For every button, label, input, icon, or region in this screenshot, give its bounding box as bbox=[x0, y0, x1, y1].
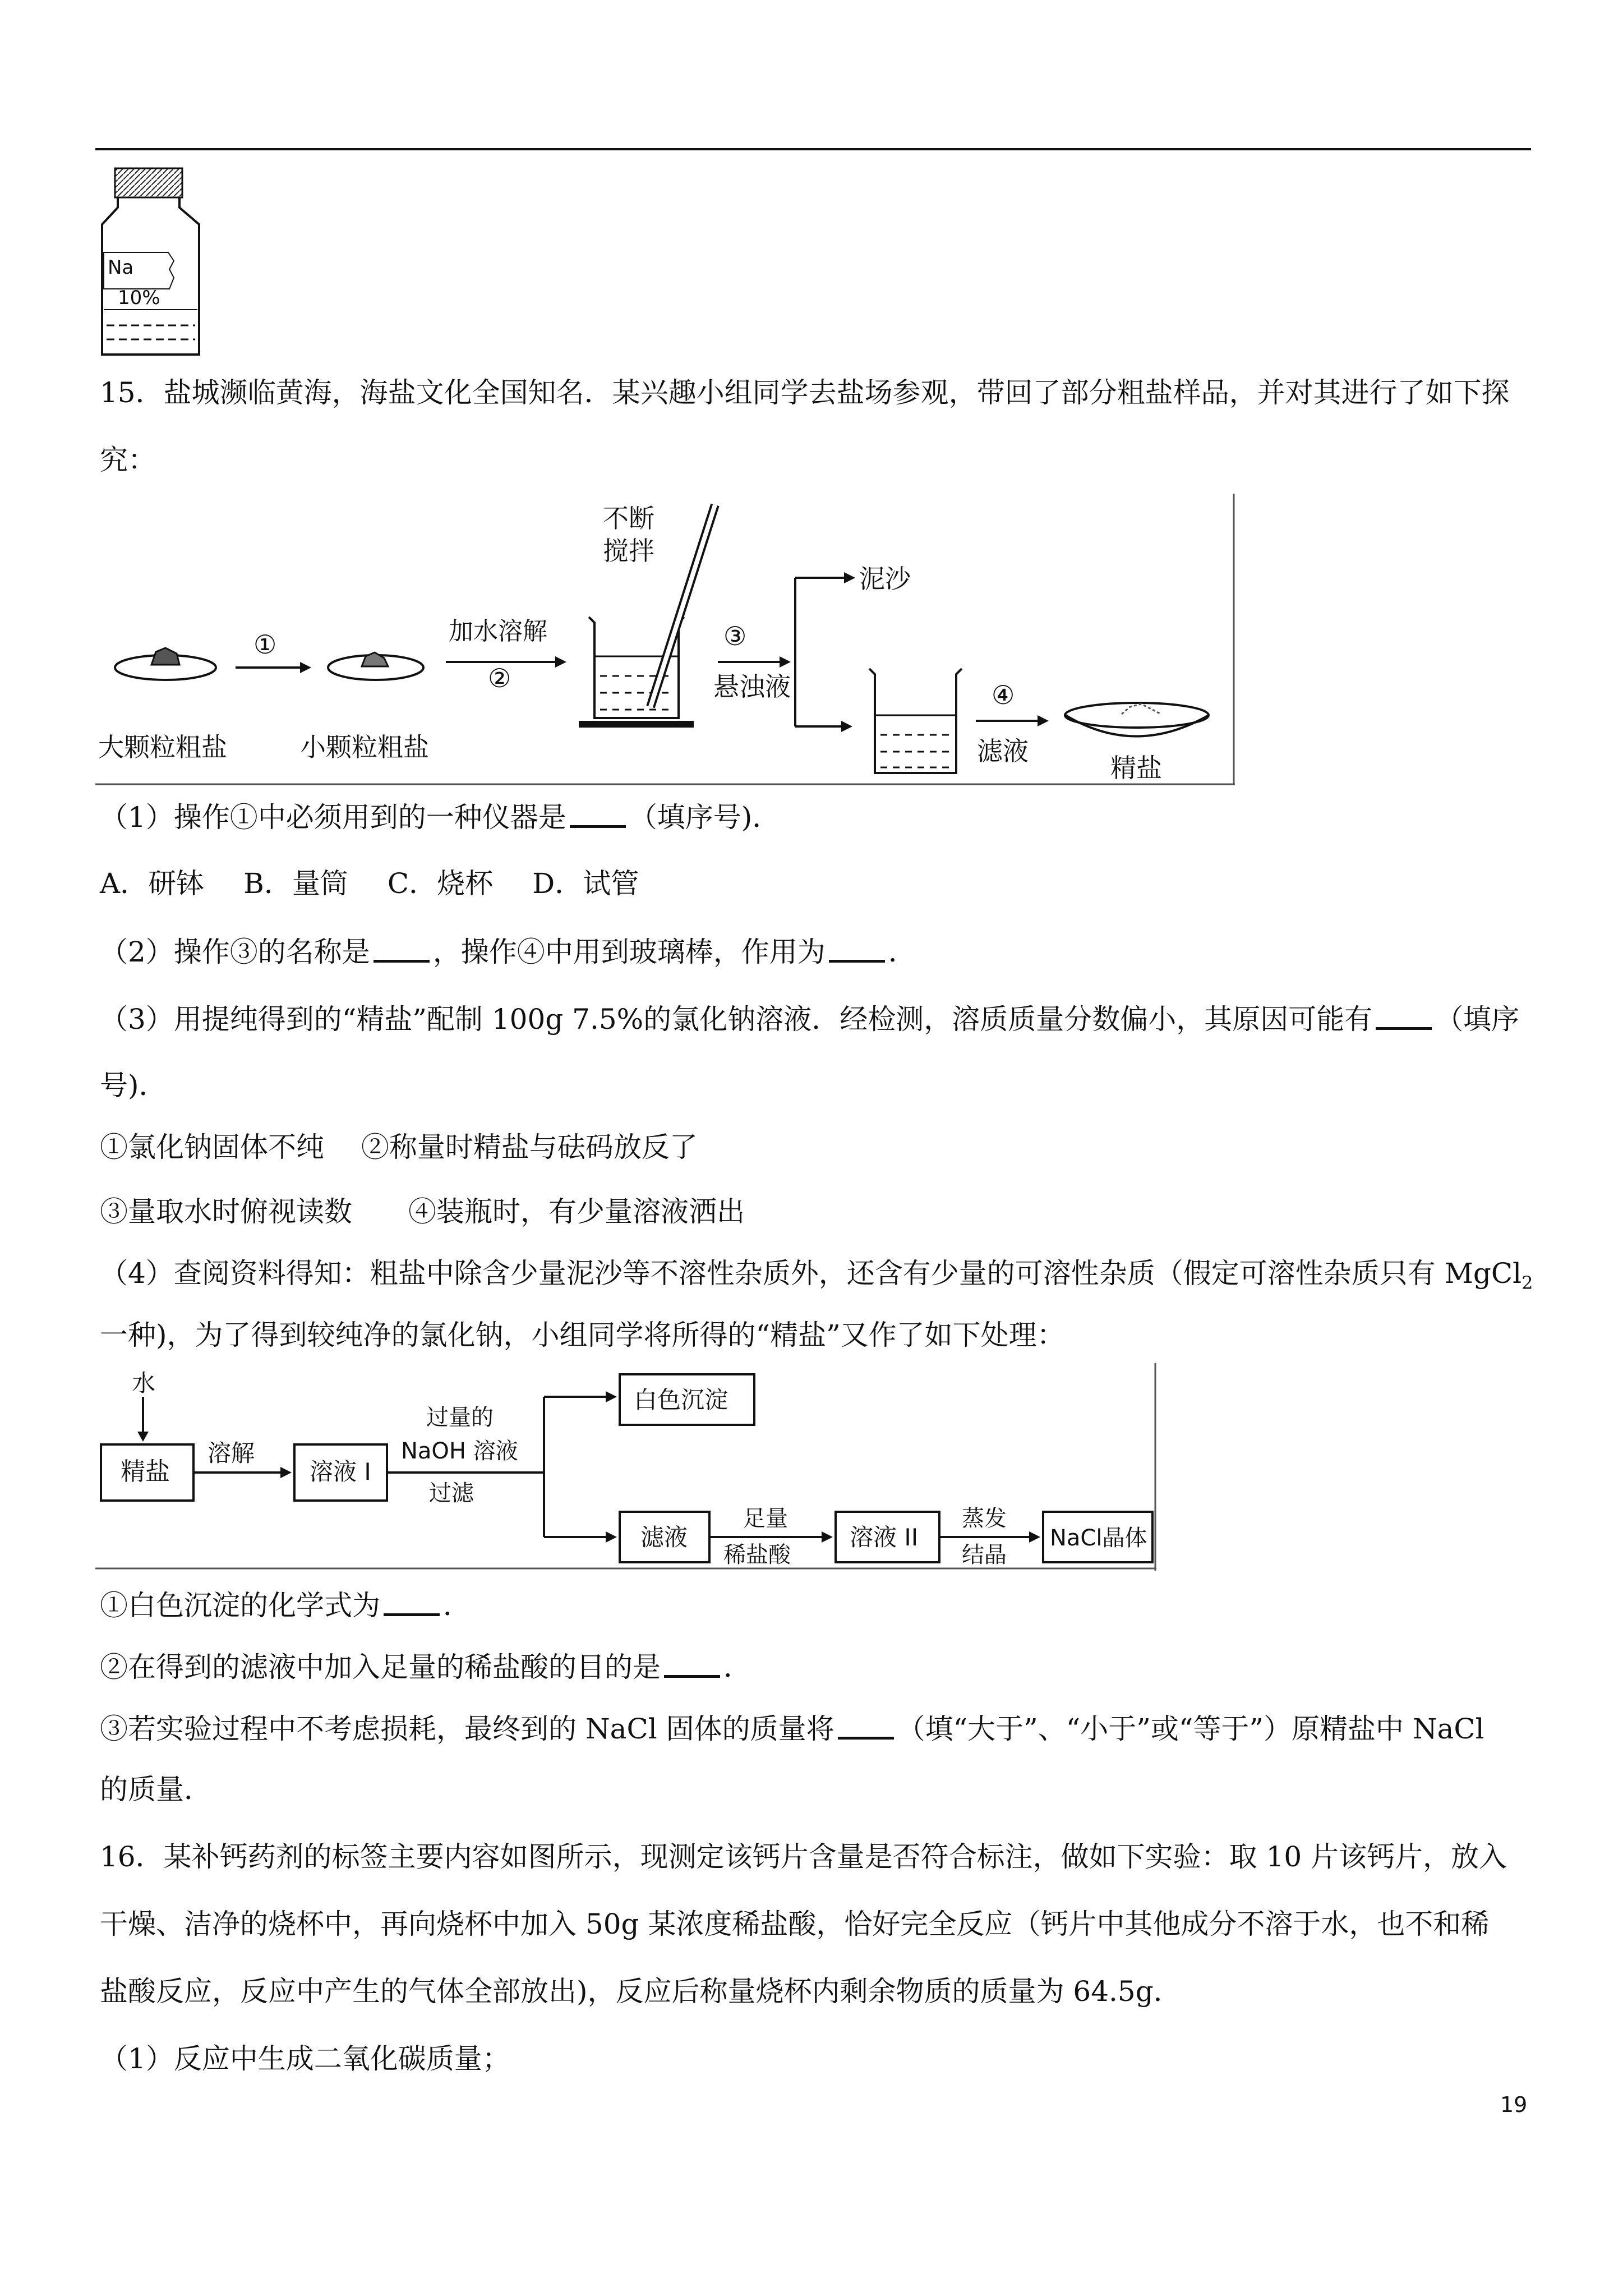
answer-blank-6[interactable] bbox=[664, 1649, 720, 1678]
suspension-label: 悬浊液 bbox=[713, 671, 791, 702]
q15-part4: （4）查阅资料得知：粗盐中除含少量泥沙等不溶性杂质外，还含有少量的可溶性杂质（假定可溶性杂质只有 MgCl$_2$ bbox=[100, 1257, 1533, 1294]
answer-blank-4[interactable] bbox=[1376, 1001, 1432, 1030]
big-salt-label: 大颗粒粗盐 bbox=[98, 732, 227, 762]
water-label: 水 bbox=[132, 1369, 156, 1397]
q15-part3-cont: 号)． bbox=[100, 1069, 167, 1102]
evaporating-dish bbox=[1066, 715, 1209, 737]
q16-line4: （1）反应中生成二氧化碳质量； bbox=[100, 2042, 510, 2075]
q15-sub1: ①白色沉淀的化学式为 ． bbox=[100, 1588, 471, 1622]
stir-text-2: 搅拌 bbox=[603, 536, 654, 566]
header-rule bbox=[95, 148, 1531, 150]
dissolve-label: 溶解 bbox=[208, 1439, 255, 1467]
bottle-label: Na bbox=[108, 256, 134, 279]
large-salt-lump bbox=[151, 648, 179, 665]
q15-part3: （3）用提纯得到的“精盐”配制 100g 7.5%的氯化钠溶液．经检测，溶质质量分数偏小，其原因可能有 （填序 bbox=[100, 1001, 1519, 1036]
box-fine-salt-label: 精盐 bbox=[121, 1457, 170, 1486]
evap-label: 蒸发 bbox=[962, 1506, 1007, 1531]
q15-reasons-1: ①氯化钠固体不纯 ②称量时精盐与砝码放反了 bbox=[100, 1131, 698, 1163]
step1-label: ① bbox=[253, 629, 277, 660]
stir-text-1: 不断 bbox=[603, 503, 654, 533]
bottle-percent: 10% bbox=[118, 287, 160, 309]
step3-label: ③ bbox=[723, 621, 747, 651]
q15-options bbox=[100, 867, 678, 900]
answer-blank-7[interactable] bbox=[838, 1711, 894, 1740]
enough-label: 足量 bbox=[743, 1506, 788, 1531]
beaker-filtrate bbox=[869, 669, 962, 773]
q15-part4-cont: 一种)，为了得到较纯净的氯化钠，小组同学将所得的“精盐”又作了如下处理： bbox=[100, 1319, 1065, 1351]
excess-label: 过量的 bbox=[426, 1405, 494, 1430]
q15-intro-line1: 15．盐城濒临黄海，海盐文化全国知名．某兴趣小组同学去盐场参观，带回了部分粗盐样品，并对其进行了如下探 bbox=[100, 376, 1510, 409]
box-solution2-label: 溶液 II bbox=[850, 1524, 919, 1551]
q16-line2: 干燥、洁净的烧杯中，再向烧杯中加入 50g 某浓度稀盐酸，恰好完全反应（钙片中其他成分不溶于水，也不和稀 bbox=[100, 1908, 1490, 1940]
step4-label: ④ bbox=[992, 680, 1015, 710]
answer-blank-2[interactable] bbox=[374, 934, 430, 963]
option-a: A．研钵 bbox=[100, 867, 205, 900]
hot-plate bbox=[579, 721, 694, 728]
q16-line1: 16．某补钙药剂的标签主要内容如图所示，现测定该钙片含量是否符合标注，做如下实验：取 10 片该钙片，放入 bbox=[100, 1841, 1507, 1873]
answer-blank-3[interactable] bbox=[829, 934, 885, 963]
fine-salt-label: 精盐 bbox=[1110, 753, 1162, 783]
step2-label: ② bbox=[488, 663, 511, 693]
q16-line3: 盐酸反应，反应中产生的气体全部放出)，反应后称量烧杯内剩余物质的质量为 64.5g． bbox=[100, 1975, 1182, 2008]
processing-flow-figure bbox=[95, 1363, 1161, 1571]
box-solution1-label: 溶液 I bbox=[310, 1458, 371, 1485]
naoh-label: NaOH 溶液 bbox=[401, 1438, 518, 1464]
sediment-label: 泥沙 bbox=[859, 564, 911, 594]
small-salt-label: 小颗粒粗盐 bbox=[300, 732, 429, 762]
q15-reasons-2: ③量取水时俯视读数 ④装瓶时，有少量溶液洒出 bbox=[100, 1195, 745, 1228]
page-number: 19 bbox=[1500, 2092, 1528, 2117]
crystal-label: 结晶 bbox=[962, 1542, 1007, 1568]
q15-part2: （2）操作③的名称是 ，操作④中用到玻璃棒，作用为 ． bbox=[100, 934, 916, 969]
option-d: D．试管 bbox=[532, 867, 639, 900]
box-nacl-label: NaCl晶体 bbox=[1050, 1525, 1147, 1551]
box-white-ppt-label: 白色沉淀 bbox=[634, 1386, 728, 1414]
filter-label: 过滤 bbox=[429, 1480, 474, 1506]
reagent-bottle-figure bbox=[95, 163, 208, 359]
q15-sub3-cont: 的质量． bbox=[100, 1773, 212, 1806]
salt-purification-figure bbox=[95, 494, 1239, 785]
filtrate-label: 滤液 bbox=[977, 736, 1029, 766]
option-c: C．烧杯 bbox=[387, 867, 494, 900]
q15-intro-line2: 究： bbox=[100, 444, 156, 476]
answer-blank-1[interactable] bbox=[570, 799, 626, 828]
q15-part1: （1）操作①中必须用到的一种仪器是 （填序号)． bbox=[100, 799, 780, 834]
step2-text: 加水溶解 bbox=[449, 617, 547, 646]
q15-sub2: ②在得到的滤液中加入足量的稀盐酸的目的是 ． bbox=[100, 1649, 751, 1684]
answer-blank-5[interactable] bbox=[384, 1588, 440, 1616]
q15-sub3: ③若实验过程中不考虑损耗，最终到的 NaCl 固体的质量将 （填“大于”、“小于”或“等于”）原精盐中 NaCl bbox=[100, 1711, 1484, 1746]
box-filtrate-label: 滤液 bbox=[640, 1524, 688, 1551]
dilute-hcl-label: 稀盐酸 bbox=[723, 1542, 791, 1568]
option-b: B．量筒 bbox=[243, 867, 348, 900]
salt-crystals bbox=[1122, 704, 1161, 714]
